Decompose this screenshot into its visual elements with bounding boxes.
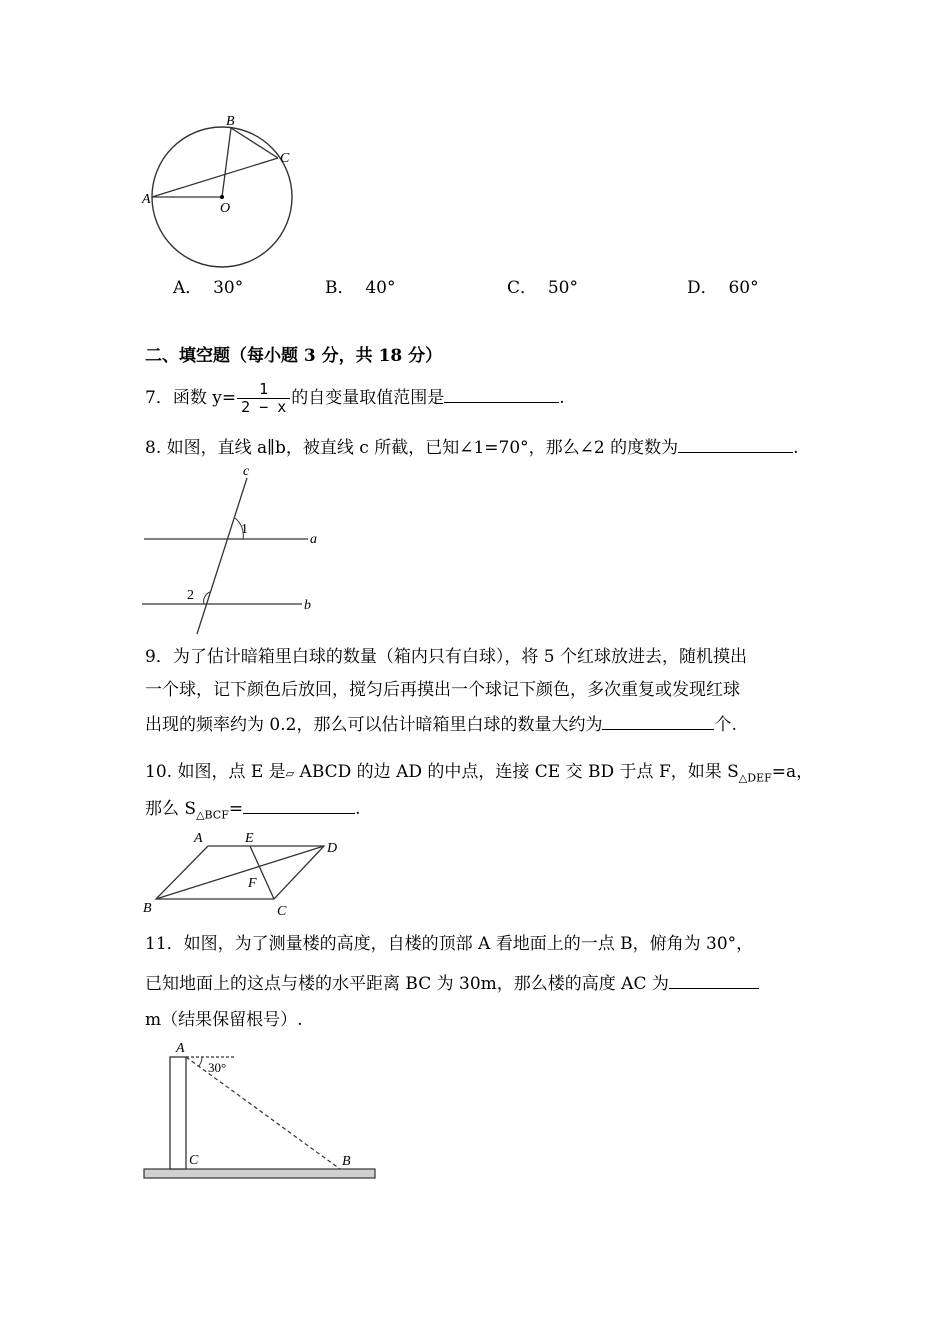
label-b: B xyxy=(226,114,235,129)
option-a[interactable] xyxy=(173,273,243,298)
label-c: C xyxy=(280,151,290,166)
q9-answer-blank[interactable] xyxy=(602,711,714,730)
label-c: C xyxy=(189,1153,199,1168)
label-b: B xyxy=(342,1154,351,1169)
segment-ce xyxy=(250,846,274,899)
label-angle-2: 2 xyxy=(187,588,194,603)
question-11-line-2 xyxy=(145,970,759,996)
option-b-letter: B． xyxy=(325,278,355,298)
parallel-lines-figure xyxy=(140,462,340,637)
segment-ac xyxy=(152,158,278,197)
label-b: B xyxy=(143,901,152,916)
q9-end: 个. xyxy=(714,715,737,735)
building xyxy=(170,1057,186,1169)
parallelogram-figure xyxy=(140,826,350,921)
q7-end: . xyxy=(559,388,565,408)
q10-answer-blank[interactable] xyxy=(243,795,355,814)
parallelogram-symbol: ▱ xyxy=(285,767,295,780)
q10-sub-bcf: △BCF xyxy=(196,808,229,822)
segment-ob xyxy=(222,128,231,197)
label-a: a xyxy=(310,532,317,547)
line-c xyxy=(197,478,247,634)
label-o: O xyxy=(220,201,231,216)
q8-text: 8. 如图，直线 a∥b，被直线 c 所截，已知∠1=70°，那么∠2 的度数为 xyxy=(145,438,679,458)
label-a: A xyxy=(194,831,203,846)
label-d: D xyxy=(327,841,338,856)
q10-end: . xyxy=(355,799,361,819)
option-b-value: 40° xyxy=(365,278,396,298)
option-d[interactable] xyxy=(687,273,759,298)
question-11-line-3: m（结果保留根号）. xyxy=(145,1010,303,1030)
building-figure xyxy=(140,1038,380,1183)
label-angle: 30° xyxy=(208,1060,227,1075)
label-a: A xyxy=(176,1041,185,1056)
section-title: 二、填空题（每小题 3 分，共 18 分） xyxy=(145,346,443,366)
q11-line2-text: 已知地面上的这点与楼的水平距离 BC 为 30m，那么楼的高度 AC 为 xyxy=(145,974,669,994)
question-7 xyxy=(145,381,565,416)
q10-line1c: =a， xyxy=(771,762,814,782)
question-8 xyxy=(145,434,799,460)
q9-line3-text: 出现的频率约为 0.2，那么可以估计暗箱里白球的数量大约为 xyxy=(145,715,603,735)
label-f: F xyxy=(248,876,257,891)
q7-fraction xyxy=(237,381,290,416)
question-9-line-2: 一个球，记下颜色后放回，搅匀后再摸出一个球记下颜色，多次重复或发现红球 xyxy=(145,680,740,700)
angle-arc xyxy=(199,1057,202,1066)
option-c-letter: C． xyxy=(507,278,538,298)
q10-line1a: 10. 如图，点 E 是 xyxy=(145,762,286,782)
q10-line2b: = xyxy=(228,799,244,819)
label-angle-1: 1 xyxy=(241,522,248,537)
label-b: b xyxy=(304,598,311,613)
q10-line2a: 那么 S xyxy=(145,799,197,819)
q8-answer-blank[interactable] xyxy=(678,434,793,453)
q11-answer-blank[interactable] xyxy=(669,970,759,989)
label-c: c xyxy=(243,464,250,479)
q7-answer-blank[interactable] xyxy=(444,384,559,403)
option-a-value: 30° xyxy=(213,278,244,298)
q7-suffix: 的自变量取值范围是 xyxy=(291,388,445,408)
question-9-line-1: 9．为了估计暗箱里白球的数量（箱内只有白球），将 5 个红球放进去，随机摸出 xyxy=(145,647,747,667)
option-c[interactable] xyxy=(507,273,578,298)
q7-numerator: 1 xyxy=(237,381,290,399)
question-10-line-2 xyxy=(145,795,361,827)
q7-prefix: 7．函数 y= xyxy=(145,388,237,408)
option-d-value: 60° xyxy=(728,278,759,298)
center-dot xyxy=(220,195,224,199)
option-c-value: 50° xyxy=(547,278,578,298)
label-e: E xyxy=(245,831,254,846)
q8-end: . xyxy=(793,438,799,458)
label-c: C xyxy=(277,904,287,919)
option-d-letter: D． xyxy=(687,278,718,298)
q10-line1b: ABCD 的边 AD 的中点，连接 CE 交 BD 于点 F，如果 S xyxy=(294,762,739,782)
question-10-line-1 xyxy=(145,760,813,790)
option-b[interactable] xyxy=(325,273,395,298)
question-9-line-3 xyxy=(145,711,737,737)
ground xyxy=(144,1169,375,1178)
label-a: A xyxy=(142,192,151,207)
q10-sub-def: △DEF xyxy=(738,771,772,785)
circle-figure xyxy=(140,112,310,272)
segment-bc xyxy=(231,128,278,158)
question-11-line-1: 11．如图，为了测量楼的高度，自楼的顶部 A 看地面上的一点 B，俯角为 30°， xyxy=(145,934,754,954)
option-a-letter: A． xyxy=(173,278,203,298)
q7-denominator: 2 − x xyxy=(241,398,287,416)
